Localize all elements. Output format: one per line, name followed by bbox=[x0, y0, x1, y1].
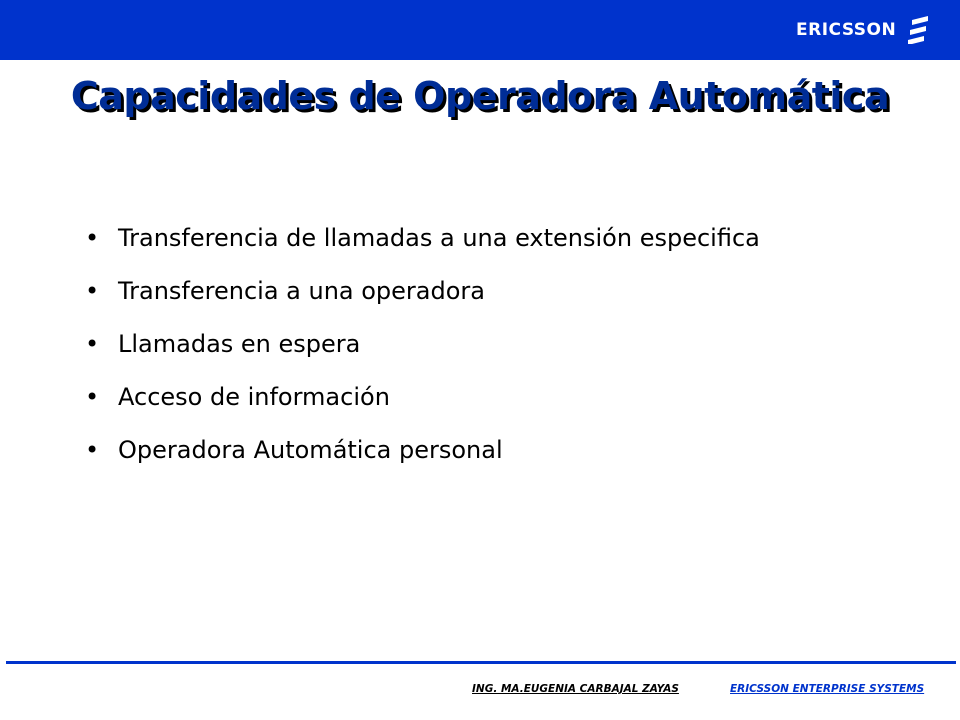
ericsson-logo-icon bbox=[906, 16, 932, 44]
bullet-dot: • bbox=[85, 383, 100, 411]
bullet-item bbox=[80, 426, 760, 479]
bullet-item bbox=[80, 214, 760, 267]
bullet-dot: • bbox=[85, 330, 100, 358]
bullet-item bbox=[80, 320, 760, 373]
bullet-item bbox=[80, 267, 760, 320]
bullet-text: Transferencia a una operadora bbox=[118, 277, 485, 305]
bullet-dot: • bbox=[85, 277, 100, 305]
footer-company: ERICSSON ENTERPRISE SYSTEMS bbox=[730, 683, 925, 695]
bullet-text: Llamadas en espera bbox=[118, 330, 361, 358]
footer-author: ING. MA.EUGENIA CARBAJAL ZAYAS bbox=[472, 683, 679, 695]
bullet-list bbox=[80, 214, 760, 479]
bullet-dot: • bbox=[85, 224, 100, 252]
bullet-text: Acceso de información bbox=[118, 383, 390, 411]
bullet-item bbox=[80, 373, 760, 426]
footer-divider bbox=[6, 661, 956, 664]
header-bar bbox=[0, 0, 960, 60]
bullet-text: Operadora Automática personal bbox=[118, 436, 503, 464]
bullet-text: Transferencia de llamadas a una extensión especifica bbox=[118, 224, 760, 252]
brand-logo-text: ERICSSON bbox=[796, 20, 897, 40]
slide-title: Capacidades de Operadora Automática bbox=[70, 74, 890, 118]
bullet-dot: • bbox=[85, 436, 100, 464]
